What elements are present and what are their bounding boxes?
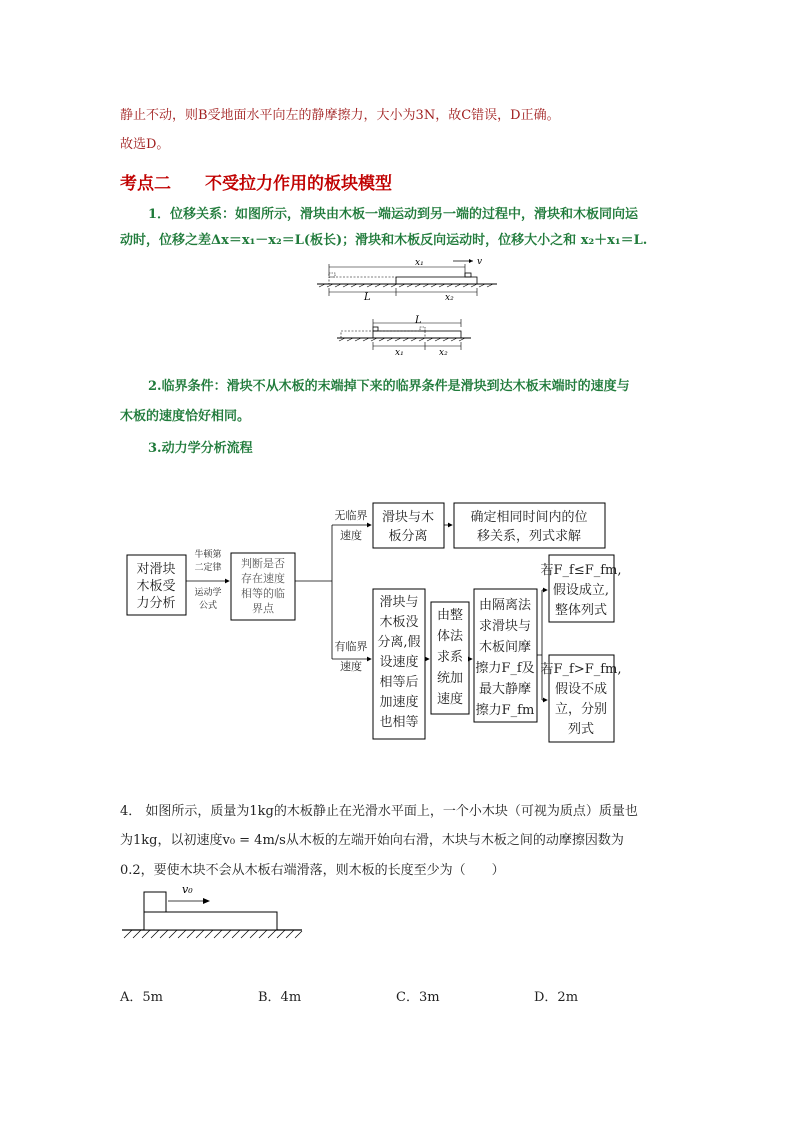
whole-text-3: 求系: [436, 650, 464, 665]
arrow-bottom-1: 运动学: [194, 588, 222, 598]
point1-line1: 1．位移关系：如图所示，滑块由木板一端运动到另一端的过程中，滑块和木板同向运: [148, 207, 639, 222]
isolate-text-3: 木板间摩: [478, 640, 532, 655]
case2-text-3: 立，分别: [554, 702, 608, 717]
fig1-x1-label: x₁: [415, 258, 424, 268]
question-line-1: 4． 如图所示，质量为1kg的木板静止在光滑水平面上，一个小木块（可视为质点）质量也: [120, 804, 638, 819]
whole-text-1: 由整: [436, 608, 464, 623]
start-text-1: 对滑块: [136, 562, 176, 577]
judge-text-3: 相等的临: [241, 587, 285, 600]
answer-line-1: 静止不动，则B受地面水平向左的静摩擦力，大小为3N，故C错误，D正确。: [120, 108, 560, 123]
no-critical-2: 速度: [340, 529, 362, 542]
case2-text-2: 假设不成: [554, 682, 608, 697]
option-c[interactable]: C．3m: [396, 990, 440, 1005]
assume-text-2: 木板没: [379, 615, 419, 630]
same-direction-figure: [315, 255, 500, 303]
option-b[interactable]: B．4m: [258, 990, 302, 1005]
dynamics-flowchart: [118, 495, 628, 745]
start-text-2: 木板受: [136, 579, 176, 594]
option-d[interactable]: D．2m: [534, 990, 579, 1005]
start-text-3: 力分析: [136, 596, 176, 611]
isolate-text-5: 最大静摩: [478, 682, 532, 697]
isolate-text-6: 擦力F_fm: [475, 703, 535, 718]
arrow-top-1: 牛顿第: [194, 550, 222, 560]
separate-text-2: 板分离: [388, 529, 428, 544]
fig1-v-label: v: [477, 257, 483, 267]
judge-text-1: 判断是否: [241, 557, 285, 570]
whole-text-2: 体法: [436, 629, 464, 644]
separate-text-1: 滑块与木: [381, 510, 435, 525]
opposite-direction-figure: [335, 313, 475, 358]
question-fig-v0-label: v₀: [182, 883, 193, 896]
fig1-x2-label: x₂: [445, 293, 454, 303]
point3-title: 3.动力学分析流程: [148, 441, 253, 456]
assume-text-1: 滑块与: [379, 595, 419, 610]
judge-text-2: 存在速度: [241, 572, 285, 585]
whole-text-5: 速度: [436, 692, 464, 707]
point1-line2: 动时，位移之差Δx＝x₁－x₂＝L(板长)；滑块和木板反向运动时，位移大小之和 x₂＋x₁＝L.: [120, 233, 648, 248]
assume-text-3: 分离,假: [377, 635, 421, 650]
question-figure: [120, 878, 305, 943]
determine-text-1: 确定相同时间内的位: [470, 510, 588, 525]
has-critical-1: 有临界: [334, 640, 368, 653]
assume-text-4: 设速度: [379, 655, 419, 670]
case1-text-1: 若F_f≤F_fm,: [540, 563, 622, 578]
case1-text-3: 整体列式: [554, 603, 608, 618]
answer-line-2: 故选D。: [120, 137, 170, 152]
question-line-3: 0.2，要使木块不会从木板右端滑落，则木板的长度至少为（ ）: [120, 863, 505, 878]
assume-text-6: 加速度: [379, 695, 419, 710]
fig2-x2-label: x₂: [439, 348, 448, 358]
isolate-text-1: 由隔离法: [478, 598, 532, 613]
case1-text-2: 假设成立,: [552, 583, 610, 598]
isolate-text-2: 求滑块与: [478, 619, 532, 634]
fig2-x1-label: x₁: [395, 348, 404, 358]
case2-text-4: 列式: [567, 722, 595, 737]
option-a[interactable]: A．5m: [120, 990, 163, 1005]
case2-text-1: 若F_f>F_fm,: [540, 662, 622, 677]
question-line-2: 为1kg，以初速度v₀ = 4m/s从木板的左端开始向右滑，木块与木板之间的动摩擦因数为: [120, 833, 624, 848]
isolate-text-4: 擦力F_f及: [475, 661, 535, 676]
no-critical-1: 无临界: [334, 509, 368, 522]
assume-text-5: 相等后: [379, 675, 419, 690]
judge-text-4: 界点: [252, 602, 274, 615]
fig1-L-label: L: [364, 292, 371, 303]
point2-line1: 2.临界条件：滑块不从木板的末端掉下来的临界条件是滑块到达木板末端时的速度与: [148, 379, 630, 394]
section-title: 考点二 不受拉力作用的板块模型: [120, 174, 392, 194]
arrow-bottom-2: 公式: [198, 601, 218, 611]
point2-line2: 木板的速度恰好相同。: [120, 409, 251, 424]
fig2-L-label: L: [415, 315, 422, 326]
determine-text-2: 移关系，列式求解: [476, 529, 582, 544]
whole-text-4: 统加: [436, 671, 464, 686]
assume-text-7: 也相等: [379, 715, 419, 730]
arrow-top-2: 二定律: [194, 563, 222, 573]
has-critical-2: 速度: [340, 660, 362, 673]
